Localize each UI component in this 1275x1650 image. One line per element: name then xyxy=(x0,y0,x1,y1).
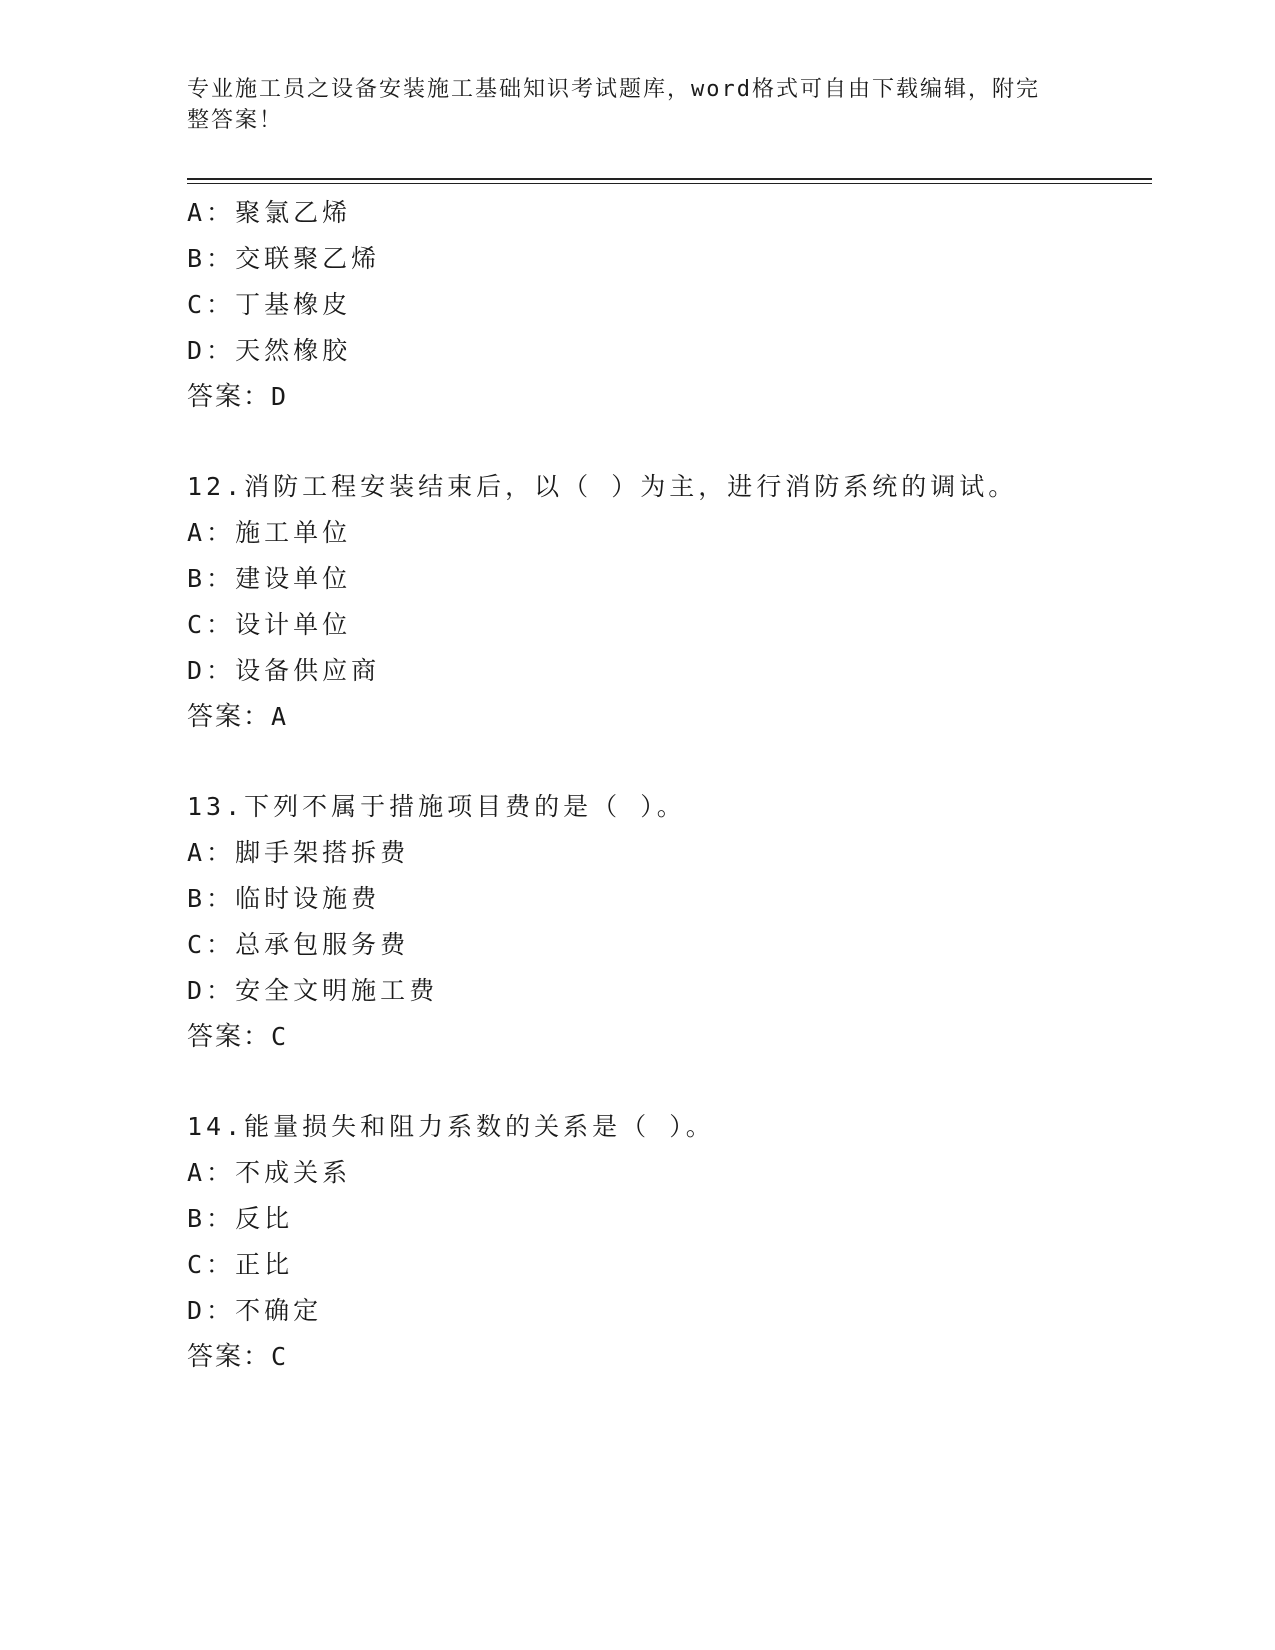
option-d: D：设备供应商 xyxy=(187,656,381,685)
question-title: 12.消防工程安装结束后，以（ ）为主，进行消防系统的调试。 xyxy=(187,472,1018,501)
option-a: A：脚手架搭拆费 xyxy=(187,838,410,867)
option-d: D：天然橡胶 xyxy=(187,336,352,365)
answer-value: C xyxy=(271,1342,289,1371)
header-divider-thick xyxy=(187,178,1152,180)
question-list xyxy=(187,190,1152,1380)
document-header xyxy=(187,74,1087,136)
option-a: A：聚氯乙烯 xyxy=(187,198,352,227)
question-14 xyxy=(187,1104,1152,1380)
option-b: B：临时设施费 xyxy=(187,884,381,913)
option-d: D：安全文明施工费 xyxy=(187,976,439,1005)
option-c: C：总承包服务费 xyxy=(187,930,410,959)
answer-line: 答案：D xyxy=(187,382,289,412)
question-title: 13.下列不属于措施项目费的是（ ）。 xyxy=(187,792,686,821)
option-c: C：正比 xyxy=(187,1250,294,1279)
option-a: A：施工单位 xyxy=(187,518,352,547)
spacer xyxy=(187,740,1152,784)
option-c: C：设计单位 xyxy=(187,610,352,639)
question-11 xyxy=(187,190,1152,420)
option-a: A：不成关系 xyxy=(187,1158,352,1187)
question-title: 14.能量损失和阻力系数的关系是（ ）。 xyxy=(187,1112,715,1141)
option-d: D：不确定 xyxy=(187,1296,323,1325)
answer-value: D xyxy=(271,382,289,411)
option-b: B：交联聚乙烯 xyxy=(187,244,381,273)
spacer xyxy=(187,1060,1152,1104)
option-b: B：建设单位 xyxy=(187,564,352,593)
header-line-2: 整答案！ xyxy=(187,108,284,133)
answer-value: A xyxy=(271,702,289,731)
header-line-1: 专业施工员之设备安装施工基础知识考试题库，word格式可自由下载编辑，附完 xyxy=(187,77,1040,102)
option-b: B：反比 xyxy=(187,1204,294,1233)
question-12 xyxy=(187,464,1152,740)
answer-value: C xyxy=(271,1022,289,1051)
spacer xyxy=(187,420,1152,464)
answer-line: 答案：C xyxy=(187,1022,289,1052)
answer-line: 答案：C xyxy=(187,1342,289,1372)
answer-line: 答案：A xyxy=(187,702,289,732)
question-13 xyxy=(187,784,1152,1060)
header-divider-thin xyxy=(187,183,1152,184)
option-c: C：丁基橡皮 xyxy=(187,290,352,319)
